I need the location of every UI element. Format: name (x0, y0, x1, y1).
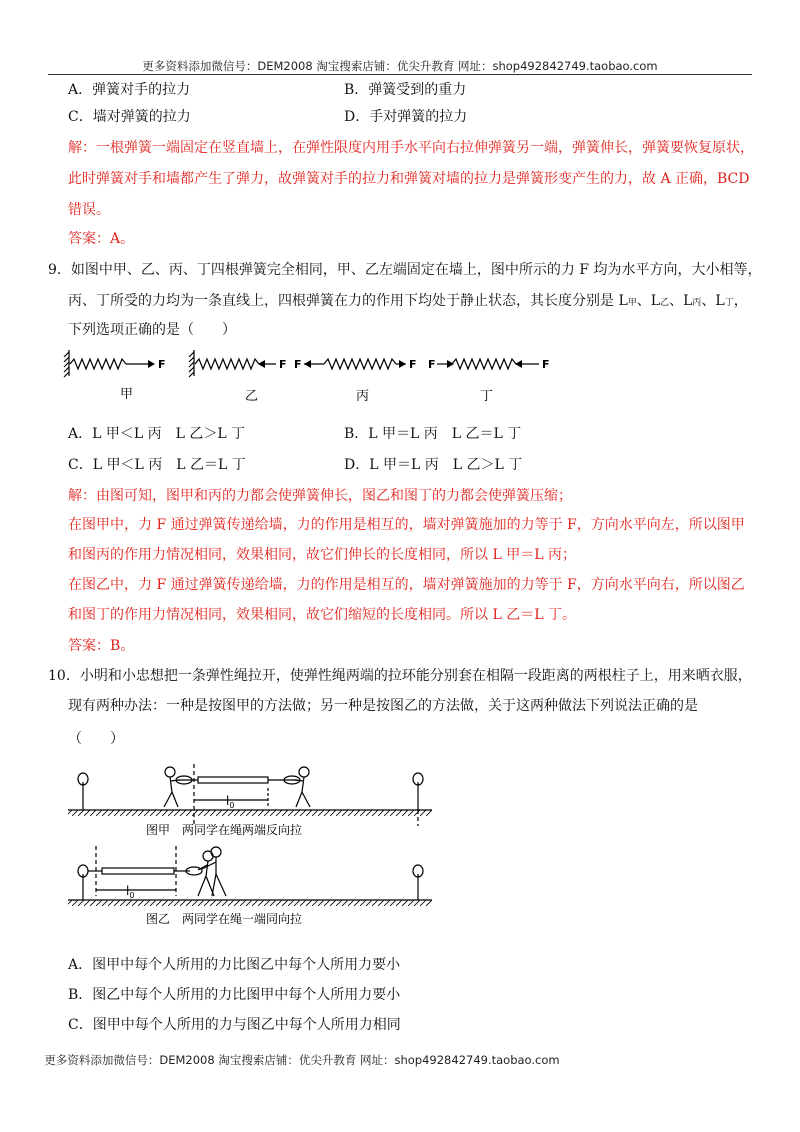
page-header: 更多资料添加微信号：DEM2008 淘宝搜索店铺：优尖升教育 网址：shop492842749.taobao.com (142, 59, 658, 73)
q8-solution-line-3: 错误。 (68, 202, 110, 218)
fig-label-jia: 甲 (120, 387, 134, 402)
q9-solution-line-2: 在图甲中，力 F 通过弹簧传递给墙，力的作用是相互的，墙对弹簧施加的力等于 F，方向水平向左，所以图甲 (68, 517, 745, 533)
force-label-bing-left: F (294, 358, 302, 371)
page-footer: 更多资料添加微信号：DEM2008 淘宝搜索店铺：优尖升教育 网址：shop492842749.taobao.com (44, 1053, 560, 1067)
q8-option-d: D．手对弹簧的拉力 (344, 109, 468, 125)
q9-option-d: D．L 甲＝L 丙 L 乙＞L 丁 (344, 457, 523, 473)
q9-stem-line-2: 丙、丁所受的力均为一条直线上，四根弹簧在力的作用下均处于静止状态，其长度分别是 L甲、L乙、L丙、L丁， (68, 293, 748, 309)
q10-stem-line-2: 现有两种办法：一种是按图甲的方法做；另一种是按图乙的方法做，关于这两种做法下列说法正确的是 (68, 698, 698, 714)
q9-option-b: B．L 甲＝L 丙 L 乙＝L 丁 (344, 426, 522, 442)
q9-option-a: A．L 甲＜L 丙 L 乙＞L 丁 (68, 426, 246, 442)
fig-label-ding: 丁 (480, 389, 494, 404)
q8-option-c: C．墙对弹簧的拉力 (68, 109, 191, 125)
q9-solution-line-5: 和图丁的作用力情况相同，效果相同，故它们缩短的长度相同。所以 L 乙＝L 丁。 (68, 607, 576, 623)
q8-option-a: A．弹簧对手的拉力 (68, 82, 191, 98)
fig-label-bing: 丙 (356, 389, 370, 404)
q10-stem-line-3: （ ） (68, 731, 124, 747)
force-label-ding-left: F (428, 358, 436, 371)
q10-stem-line-1: 10．小明和小忠想把一条弹性绳拉开，使弹性绳两端的拉环能分别套在相隔一段距离的两根柱子上，用来晒衣服， (48, 668, 752, 684)
q9-option-c: C．L 甲＜L 丙 L 乙＝L 丁 (68, 457, 246, 473)
q8-solution-line-1: 解：一根弹簧一端固定在竖直墙上，在弹性限度内用手水平向右拉伸弹簧另一端，弹簧伸长，弹簧要恢复原状， (68, 140, 754, 156)
q10-option-a: A．图甲中每个人所用的力比图乙中每个人所用力要小 (68, 957, 401, 973)
fig-label-yi: 乙 (245, 389, 259, 404)
q9-stem-line-1: 9．如图中甲、乙、丙、丁四根弹簧完全相同，甲、乙左端固定在墙上，图中所示的力 F 均为水平方向，大小相等， (48, 262, 762, 278)
q9-stem-line-3: 下列选项正确的是（ ） (68, 322, 236, 338)
q10-rope-figure (66, 762, 438, 930)
q9-solution-line-3: 和图丙的作用力情况相同，效果相同，故它们伸长的长度相同，所以 L 甲＝L 丙； (68, 547, 576, 563)
q8-answer: 答案：A。 (68, 231, 135, 247)
force-label-bing-right: F (409, 358, 417, 371)
force-label-yi: F (279, 358, 287, 371)
header-rule (48, 74, 752, 75)
fig1-caption: 图甲 两同学在绳两端反向拉 (146, 823, 303, 837)
q9-answer: 答案：B。 (68, 638, 135, 654)
q8-solution-line-2: 此时弹簧对手和墙都产生了弹力，故弹簧对手的拉力和弹簧对墙的拉力是弹簧形变产生的力，故 A 正确，BCD (68, 171, 750, 187)
force-label-jia: F (158, 358, 166, 371)
l0-label-2: $l_0$ (126, 884, 135, 900)
l0-label-1: $l_0$ (226, 794, 235, 810)
q9-solution-line-1: 解：由图可知，图甲和丙的力都会使弹簧伸长，图乙和图丁的力都会使弹簧压缩； (68, 488, 572, 504)
q8-option-b: B．弹簧受到的重力 (344, 82, 467, 98)
q10-option-c: C．图甲中每个人所用的力与图乙中每个人所用力相同 (68, 1017, 401, 1033)
force-label-ding-right: F (542, 358, 550, 371)
fig2-caption: 图乙 两同学在绳一端同向拉 (146, 912, 303, 926)
q9-solution-line-4: 在图乙中，力 F 通过弹簧传递给墙，力的作用是相互的，墙对弹簧施加的力等于 F，方向水平向右，所以图乙 (68, 577, 745, 593)
q9-spring-figure (62, 346, 562, 408)
q10-option-b: B．图乙中每个人所用的力比图甲中每个人所用力要小 (68, 987, 401, 1003)
